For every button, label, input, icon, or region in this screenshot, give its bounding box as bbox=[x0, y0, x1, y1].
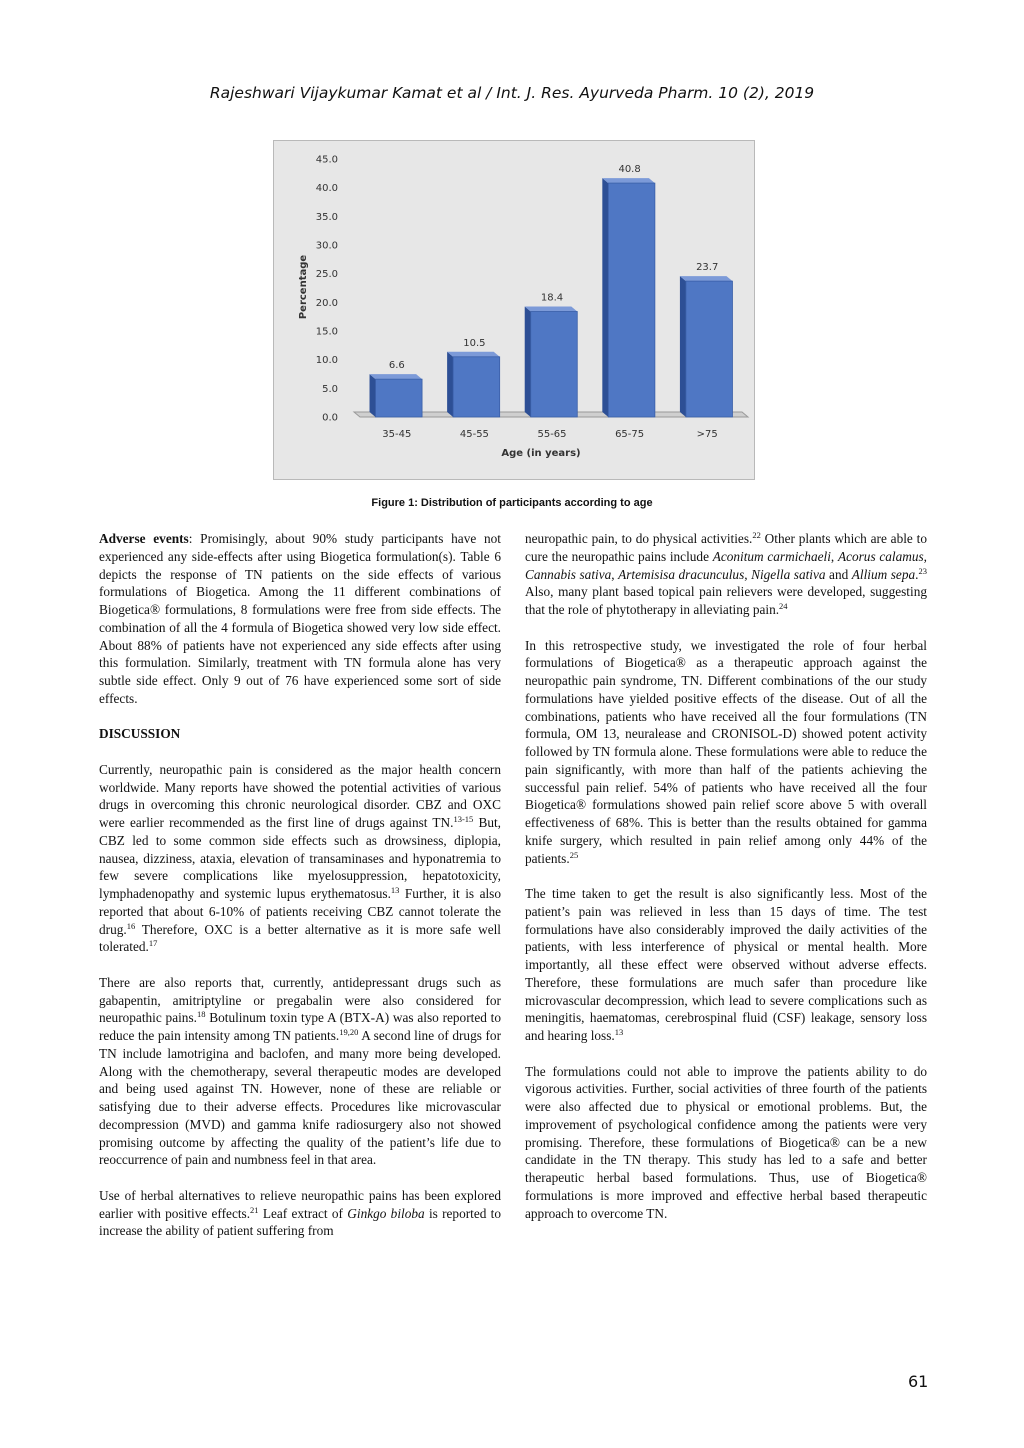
data-label: 6.6 bbox=[388, 360, 405, 372]
bar-front bbox=[608, 183, 655, 417]
paragraph: There are also reports that, currently, antidepressant drugs such as gabapentin, amitriptyline or pregabalin were also considered for neuropathic pains.$^{18}$ Botulinum toxin type A (BTX-A) was also reported to reduce the pain intensity among TN patients.$^{19,20}$ A second line of drugs for TN include lamotrigina and baclofen, and many more being developed. Along with the chemotherapy, several therapeutic modes are developed and being used against TN. However, none of these are reliable or satisfying due to their adverse effects. Procedures like microvascular decompression (MVD) and gamma knife radiosurgery also not showed promising outcome by affecting the quality of the patient’s life due to reoccurrence of pain and numbness feel in that area. bbox=[99, 974, 502, 1168]
bar-chart bbox=[274, 141, 754, 479]
bar-front bbox=[531, 312, 578, 417]
bar-side bbox=[525, 307, 531, 417]
paragraph: Use of herbal alternatives to relieve neuropathic pains has been explored earlier with positive effects.$^{21}$ Leaf extract of Ginkgo biloba is reported to increase the ability of patient suffering from bbox=[99, 1187, 502, 1239]
y-tick-label: 5.0 bbox=[322, 383, 338, 395]
paragraph: neuropathic pain, to do physical activities.$^{22}$ Other plants which are able to cure the neuropathic pains include Aconitum carmichaeli, Acorus calamus, Cannabis sativa, Artemisisa dracunculus, Nigella sativa and Allium sepa.$^{23}$ Also, many plant based topical pain relievers were developed, suggesting that the role of phytotherapy in alleviating pain.$^{24}$ bbox=[525, 530, 927, 617]
bar-side bbox=[447, 352, 453, 417]
data-label: 40.8 bbox=[618, 164, 641, 176]
y-tick-label: 45.0 bbox=[315, 154, 338, 166]
figure-caption: Figure 1: Distribution of participants according to age bbox=[371, 497, 653, 509]
paragraph: Currently, neuropathic pain is considered as the major health concern worldwide. Many reports have showed the potential activities of various drugs in overcoming this chronic neurological disorder. CBZ and OXC were earlier recommended as the first line of drugs against TN.$^{13-15}$ But, CBZ led to some common side effects such as drowsiness, diplopia, nausea, dizziness, ataxia, elevation of transaminases and hyponatremia to few severe complications like myelosuppression, hepatotoxicity, lymphadenopathy and systemic lupus erythematosus.$^{13}$ Further, it is also reported that about 6-10% of patients receiving CBZ cannot tolerate the drug.$^{16}$ Therefore, OXC is a better alternative as it is more safe well tolerated.$^{17}$ bbox=[99, 761, 501, 955]
bar-top bbox=[602, 178, 655, 183]
running-header: Rajeshwari Vijaykumar Kamat et al / Int. J. Res. Ayurveda Pharm. 10 (2), 2019 bbox=[209, 84, 815, 102]
data-label: 23.7 bbox=[696, 262, 719, 274]
paragraph: The time taken to get the result is also significantly less. Most of the patient’s pain was relieved in less than 15 days of time. The test formulations have also considerably improved the daily activities of the patients, with less interference of physical or mental health. More importantly, all these effect were observed without adverse effects. Therefore, these formulations are much safer than procedure like microvascular decompression, which lead to severe complications such as meningitis, haematomas, cerebrospinal fluid (CSF) leakage, sensory loss and hearing loss.$^{13}$ bbox=[525, 886, 927, 1043]
y-tick-label: 35.0 bbox=[315, 211, 338, 223]
bar-side bbox=[370, 374, 376, 417]
bar-top bbox=[525, 307, 578, 312]
bar-4555 bbox=[447, 352, 500, 417]
bar-5565 bbox=[525, 307, 578, 417]
x-tick-label: 45-55 bbox=[459, 429, 489, 440]
x-tick-label: 35-45 bbox=[382, 429, 412, 440]
bar-top bbox=[447, 352, 500, 357]
bar-75 bbox=[680, 276, 733, 417]
y-tick-label: 10.0 bbox=[315, 355, 338, 367]
paragraph: The formulations could not able to improve the patients ability to do vigorous activities. Further, social activities of three fourth of the patients were also affected due to physical or emotional problems. But, the improvement of psychological confidence among the patients were very promising. Therefore, these formulations of Biogetica® can be a new candidate in the TN therapy. This study has led to a safe and better therapeutic herbal based formulations. Thus, use of Biogetica® formulations is more improved and effective herbal based therapeutic approach to overcome TN. bbox=[525, 1063, 927, 1221]
paragraph-adverse-events: Adverse events: Promisingly, about 90% study participants have not experienced any side-effects after using Biogetica formulation(s). Table 6 depicts the response of TN patients on the side effects of various formulations of Biogetica. Among the 11 different combinations of Biogetica® formulations, 8 formulations were free from side effects. The combination of all the 4 formula of Biogetica showed very low side effect. About 88% of patients have not experienced any side effects after using this formulation. Similarly, treatment with TN formula alone has very subtle side effect. Only 9 out of 76 have experienced some sort of side effects. bbox=[99, 531, 501, 706]
bar-front bbox=[376, 379, 423, 417]
y-tick-label: 0.0 bbox=[322, 412, 338, 424]
section-heading-discussion: DISCUSSION bbox=[99, 726, 181, 742]
bar-top bbox=[370, 374, 423, 379]
x-tick-label: >75 bbox=[696, 429, 718, 440]
y-tick-label: 40.0 bbox=[315, 183, 338, 195]
bar-side bbox=[602, 178, 608, 417]
paragraph: In this retrospective study, we investigated the role of four herbal formulations of Biogetica® as a therapeutic approach against the neuropathic pain syndrome, TN. Different combinations of the our study formulations have yielded positive effects of the disease. Out of all the combinations, patients who have received all the four formulations (TN formula, OM 13, neuralease and CRONISOL-D) showed potent activity followed by TN formula alone. These formulations were able to reduce the pain significantly, with more than half of the patients achieving the successful pain relief. 54% of patients who have received all the four Biogetica® formulations showed pain relief score above 5 with overall effectiveness of 68%. This is better than the results obtained for gamma knife surgery, which resulted in pain relief among only 44% of the patients.$^{25}$ bbox=[525, 637, 927, 866]
figure-age-distribution bbox=[273, 140, 755, 480]
bar-front bbox=[686, 281, 733, 417]
run-in-heading: Adverse events bbox=[99, 531, 189, 546]
x-tick-label: 55-65 bbox=[537, 429, 567, 440]
bar-side bbox=[680, 276, 686, 417]
data-label: 18.4 bbox=[540, 292, 564, 304]
bar-3545 bbox=[370, 374, 423, 417]
bar-front bbox=[453, 357, 500, 417]
y-tick-label: 15.0 bbox=[315, 326, 338, 338]
data-label: 10.5 bbox=[463, 337, 486, 349]
y-tick-label: 25.0 bbox=[315, 269, 338, 281]
x-tick-label: 65-75 bbox=[615, 429, 645, 440]
left-column bbox=[99, 530, 501, 1258]
x-axis-title: Age (in years) bbox=[501, 448, 581, 459]
y-tick-label: 30.0 bbox=[315, 240, 338, 252]
bar-6575 bbox=[602, 178, 655, 417]
y-tick-label: 20.0 bbox=[315, 297, 338, 309]
right-column bbox=[525, 530, 927, 1240]
y-axis-title: Percentage bbox=[298, 254, 309, 320]
page-number: 61 bbox=[908, 1372, 929, 1391]
bar-top bbox=[680, 276, 733, 281]
